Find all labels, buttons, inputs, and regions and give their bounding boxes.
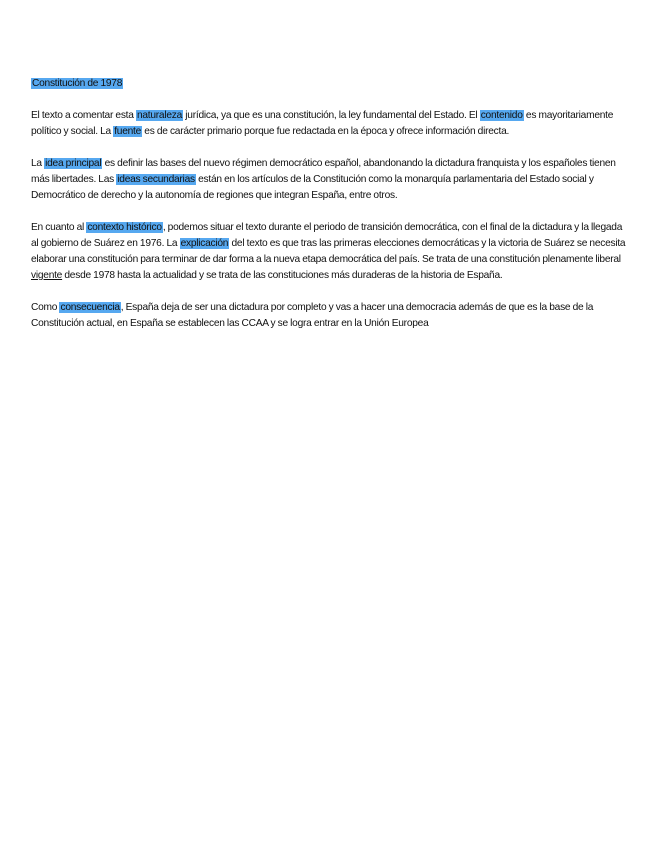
underlined-term: vigente [31, 270, 63, 281]
document-page [31, 76, 627, 348]
paragraph-segment: desde 1978 hasta la actualidad y se trata de las constituciones más duraderas de la historia de España. [62, 270, 503, 281]
paragraph-segment: El texto a comentar esta [31, 110, 136, 121]
paragraph-segment: , España deja de ser una dictadura por completo y vas a hacer una democracia además de que es la base de la Constitución actual, en España se establecen las CCAA y se logra entrar en la Unión Europea [31, 302, 594, 329]
highlighted-term: idea principal [45, 158, 102, 169]
paragraph-3 [31, 220, 627, 284]
document-title: Constitución de 1978 [32, 78, 123, 89]
paragraph-segment: La [31, 158, 45, 169]
document-title-line [31, 76, 627, 92]
paragraph-segment: En cuanto al [31, 222, 87, 233]
paragraph-1 [31, 108, 627, 140]
highlighted-term: naturaleza [136, 110, 183, 121]
highlighted-term: consecuencia [60, 302, 120, 313]
paragraph-2 [31, 156, 627, 204]
paragraph-segment: es definir las bases del nuevo régimen democrático español, abandonando la dictadura franquista y los españoles tienen más libertades. Las [31, 158, 616, 185]
paragraph-segment: jurídica, ya que es una constitución, la ley fundamental del Estado. El [183, 110, 480, 121]
highlighted-term: explicación [180, 238, 229, 249]
highlighted-term: contenido [480, 110, 523, 121]
highlighted-term: contexto histórico [87, 222, 162, 233]
highlighted-term: fuente [114, 126, 142, 137]
paragraph-segment: , podemos situar el texto durante el periodo de transición democrática, con el final de la dictadura y la llegada al gobierno de Suárez en 1976. La [31, 222, 623, 249]
paragraph-segment: del texto es que tras las primeras elecciones democráticas y la victoria de Suárez se necesita elaborar una constitución para terminar de dar forma a la nueva etapa democrática del país. Se trata de una constitución plenamente liberal [31, 238, 626, 265]
paragraph-segment: es de carácter primario porque fue redactada en la época y ofrece información directa. [142, 126, 510, 137]
paragraph-segment: Como [31, 302, 60, 313]
paragraph-segment: es mayoritariamente político y social. La [31, 110, 614, 137]
paragraph-4 [31, 300, 627, 332]
paragraph-segment: están en los artículos de la Constitución como la monarquía parlamentaria del Estado social y Democrático de derecho y la autonomía de regiones que integran España, entre otros. [31, 174, 594, 201]
highlighted-term: ideas secundarias [117, 174, 195, 185]
